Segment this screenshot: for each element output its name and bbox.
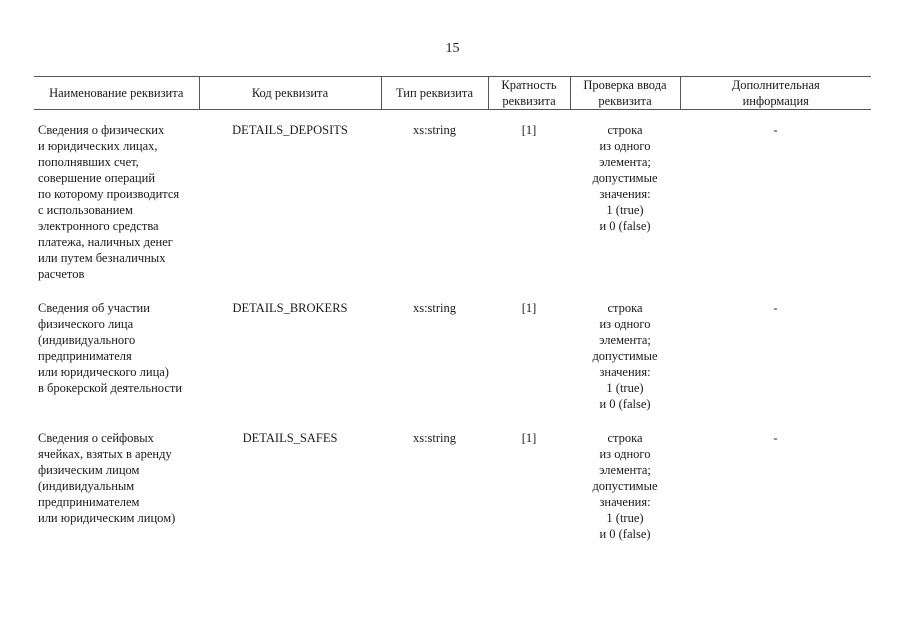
header-additional-info: Дополнительная информация bbox=[680, 77, 871, 110]
header-input-check: Проверка ввода реквизита bbox=[570, 77, 680, 110]
page-number: 15 bbox=[445, 41, 460, 56]
cell-requisite-multiplicity: [1] bbox=[521, 301, 537, 315]
cell-requisite-name: Сведения об участии физического лица (индивидуального предпринимателя или юридического лица) в брокерской деятельности bbox=[38, 301, 183, 395]
cell-requisite-name: Сведения о физических и юридических лицах, пополнявших счет, совершение операций по которому производится с использованием электронного средства платежа, наличных денег или путем безналичных расчетов bbox=[38, 123, 180, 281]
cell-requisite-code: DETAILS_DEPOSITS bbox=[232, 123, 348, 137]
table-row bbox=[34, 300, 871, 430]
cell-input-check: строка из одного элемента; допустимые значения: 1 (true) и 0 (false) bbox=[592, 123, 658, 233]
cell-requisite-multiplicity: [1] bbox=[521, 123, 537, 137]
cell-additional-info: - bbox=[773, 123, 778, 137]
cell-requisite-name: Сведения о сейфовых ячейках, взятых в аренду физическим лицом (индивидуальным предпринимателем или юридическим лицом) bbox=[38, 431, 176, 525]
table-row bbox=[34, 122, 871, 300]
header-requisite-type: Тип реквизита bbox=[381, 77, 488, 110]
cell-requisite-multiplicity: [1] bbox=[521, 431, 537, 445]
table-header-row bbox=[34, 77, 871, 110]
cell-input-check: строка из одного элемента; допустимые значения: 1 (true) и 0 (false) bbox=[592, 431, 658, 541]
header-requisite-multiplicity: Кратность реквизита bbox=[488, 77, 570, 110]
cell-requisite-type: xs:string bbox=[412, 301, 457, 315]
cell-requisite-type: xs:string bbox=[412, 123, 457, 137]
requisites-table bbox=[34, 76, 871, 560]
header-requisite-code: Код реквизита bbox=[199, 77, 381, 110]
cell-requisite-code: DETAILS_SAFES bbox=[242, 431, 338, 445]
cell-additional-info: - bbox=[773, 301, 778, 315]
header-requisite-name: Наименование реквизита bbox=[34, 77, 199, 110]
cell-requisite-code: DETAILS_BROKERS bbox=[232, 301, 348, 315]
table-row bbox=[34, 430, 871, 560]
cell-requisite-type: xs:string bbox=[412, 431, 457, 445]
cell-input-check: строка из одного элемента; допустимые значения: 1 (true) и 0 (false) bbox=[592, 301, 658, 411]
cell-additional-info: - bbox=[773, 431, 778, 445]
